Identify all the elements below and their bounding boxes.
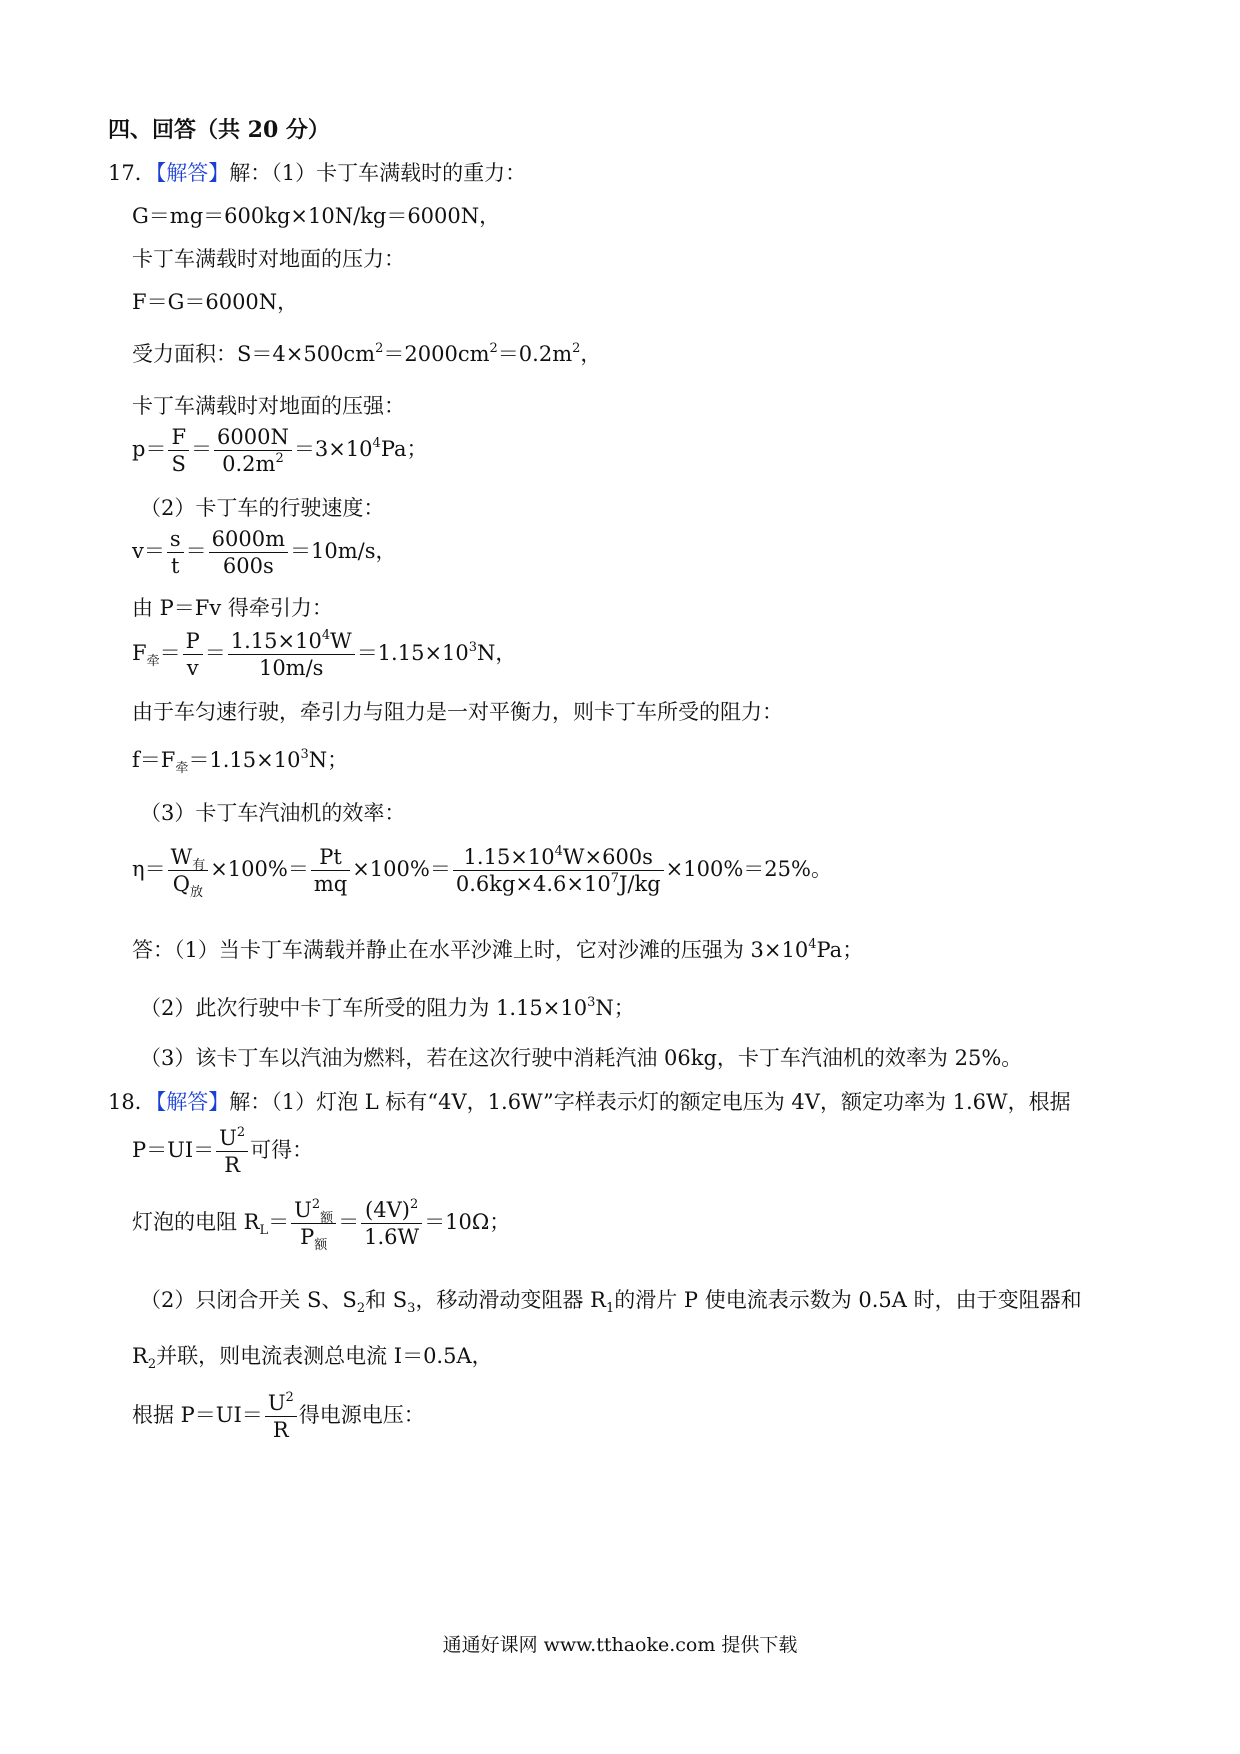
fraction <box>168 424 189 477</box>
q18-power-formula <box>132 1125 313 1185</box>
formula-text: v＝ <box>132 539 165 563</box>
fraction <box>291 1197 336 1253</box>
numerator: $U^2$ <box>265 1390 297 1417</box>
formula-text: ＝1.15×10 <box>356 641 469 665</box>
q17-friction <box>132 745 348 775</box>
q17-intro: 解：（1）卡丁车满载时的重力： <box>229 161 527 185</box>
denominator: R <box>272 1418 289 1442</box>
superscript: 3 <box>468 640 478 655</box>
formula-text: N； <box>308 748 349 772</box>
formula-text: ＝ <box>338 1210 360 1234</box>
denominator: S <box>171 452 186 476</box>
numerator: P <box>183 628 203 655</box>
denominator: mq <box>313 872 348 896</box>
formula-text: ×100%＝25%。 <box>665 857 832 881</box>
numerator: $U^2$ <box>216 1125 248 1152</box>
subscript: 2 <box>356 1301 366 1316</box>
formula-text: p＝ <box>132 437 167 461</box>
q17-number: 17． <box>108 161 156 185</box>
fraction <box>168 844 209 900</box>
numerator: $1.15\times 10^4W\times 600s$ <box>453 844 664 871</box>
denominator: R <box>224 1153 241 1177</box>
subscript: 1 <box>605 1301 615 1316</box>
q18-part2-line1: （2）只闭合开关 S、$S_2$和 $S_3$，移动滑动变阻器 $R_1$的滑片 P 使电流表示数为 0.5A 时，由于变阻器和 <box>140 1288 1082 1316</box>
formula-text: ＝ <box>159 641 181 665</box>
q17-area <box>132 339 601 369</box>
numerator: 6000N <box>214 424 292 451</box>
q17-answer-1: 答：（1）当卡丁车满载并静止在水平沙滩上时，它对沙滩的压强为 $3\times 10^4Pa$； <box>132 937 864 962</box>
formula-text: ×100%＝ <box>352 857 451 881</box>
formula-text: 根据 P＝UI＝ <box>132 1403 263 1427</box>
fraction <box>311 844 350 897</box>
numerator: $1.15\times 10^4W$ <box>228 628 355 655</box>
denominator: 1.6W <box>364 1225 420 1249</box>
area-part-d: ， <box>580 342 602 366</box>
denominator: $Q_放$ <box>172 872 204 900</box>
denominator: t <box>171 554 180 578</box>
q17-answer-3: （3）该卡丁车以汽油为燃料，若在这次行驶中消耗汽油 06kg，卡丁车汽油机的效率为 25%。 <box>140 1046 1023 1070</box>
formula-text: ＝ <box>268 1210 290 1234</box>
superscript: 2 <box>375 341 384 356</box>
q17-speed-formula <box>132 526 397 586</box>
q18-part2-line2: $R_2$并联，则电流表测总电流 I＝0.5A， <box>132 1344 493 1372</box>
denominator: $P_额$ <box>300 1225 328 1253</box>
formula-text: 可得： <box>250 1138 314 1162</box>
page-footer: 通通好课网 www.tthaoke.com 提供下载 <box>442 1634 798 1656</box>
numerator: s <box>167 526 184 553</box>
fraction <box>167 526 184 579</box>
subscript: 牵 <box>146 654 160 669</box>
formula-text: ＝ <box>185 539 207 563</box>
superscript: 3 <box>300 747 309 762</box>
formula-text: F <box>132 641 147 665</box>
fraction <box>214 424 292 477</box>
superscript: 3 <box>587 995 596 1010</box>
formula-text: N， <box>477 641 517 665</box>
denominator: $0.2m^2$ <box>222 451 284 476</box>
numerator: $U^2_额$ <box>291 1197 336 1224</box>
formula-text: ＝1.15×10 <box>188 748 301 772</box>
q18-voltage-formula <box>132 1390 425 1452</box>
q17-efficiency-formula <box>132 844 832 904</box>
subscript: 2 <box>147 1357 157 1372</box>
superscript: 4 <box>808 937 817 952</box>
q17-balance: 由于车匀速行驶，牵引力与阻力是一对平衡力，则卡丁车所受的阻力： <box>132 700 783 724</box>
q17-gravity: G＝mg＝600kg×10N/kg＝6000N， <box>132 204 501 228</box>
numerator: $(4V)^2$ <box>361 1197 422 1224</box>
fraction <box>453 844 664 897</box>
q17-force: F＝G＝6000N， <box>132 290 299 314</box>
area-part-a: 受力面积：S＝4×500cm <box>132 342 376 366</box>
fraction <box>265 1390 297 1443</box>
formula-text: ＝10m/s， <box>290 539 397 563</box>
superscript: 4 <box>372 436 381 451</box>
fraction <box>216 1125 248 1178</box>
formula-text: ＝ <box>204 641 226 665</box>
denominator: 10m/s <box>258 656 324 680</box>
formula-text: η＝ <box>132 857 166 881</box>
q17-speed-label: （2）卡丁车的行驶速度： <box>140 496 385 520</box>
section-title: 四、回答（共 20 分） <box>108 117 330 143</box>
q17-efficiency-label: （3）卡丁车汽油机的效率： <box>140 801 406 825</box>
q18-intro-line <box>108 1087 1071 1117</box>
formula-text: ＝ <box>191 437 213 461</box>
q18-answer-tag: 【解答】 <box>155 1090 230 1114</box>
formula-text: ＝3×10 <box>293 437 373 461</box>
q17-press-label: 卡丁车满载时对地面的压力： <box>132 247 405 271</box>
q17-intro-line <box>108 158 526 188</box>
q17-pressure-label: 卡丁车满载时对地面的压强： <box>132 394 405 418</box>
subscript: L <box>259 1223 269 1238</box>
area-part-b: ＝2000cm <box>383 342 490 366</box>
q18-intro: 解：（1）灯泡 L 标有“4V，1.6W”字样表示灯的额定电压为 4V，额定功率为 1.6W，根据 <box>229 1090 1071 1114</box>
q18-resistance-formula <box>132 1197 510 1259</box>
formula-text: Pa； <box>380 437 428 461</box>
fraction <box>228 628 355 681</box>
fraction <box>183 628 203 681</box>
fraction <box>361 1197 422 1250</box>
denominator: 600s <box>222 554 274 578</box>
denominator: v <box>186 656 199 680</box>
formula-text: 得电源电压： <box>298 1403 425 1427</box>
numerator: Pt <box>311 844 350 871</box>
denominator: $0.6kg\times 4.6\times 10^7J/kg$ <box>455 871 661 896</box>
area-part-c: ＝0.2m <box>497 342 573 366</box>
numerator: $W_有$ <box>168 844 209 871</box>
numerator: F <box>168 424 189 451</box>
superscript: 2 <box>572 341 581 356</box>
q18-number: 18． <box>108 1090 156 1114</box>
formula-text: ＝10Ω； <box>424 1210 511 1234</box>
formula-text: ×100%＝ <box>210 857 309 881</box>
formula-text: f＝F <box>132 748 176 772</box>
formula-text: 灯泡的电阻 R <box>132 1210 260 1234</box>
numerator: 6000m <box>209 526 288 553</box>
q17-traction-label: 由 P＝Fv 得牵引力： <box>132 596 333 620</box>
subscript: 3 <box>407 1301 416 1316</box>
superscript: 2 <box>489 341 498 356</box>
q17-traction-formula <box>132 628 516 688</box>
formula-text: P＝UI＝ <box>132 1138 215 1162</box>
q17-pressure-formula <box>132 424 428 484</box>
q17-answer-2: （2）此次行驶中卡丁车所受的阻力为 $1.15\times 10^3N$； <box>140 995 635 1020</box>
subscript: 牵 <box>175 761 189 776</box>
fraction <box>209 526 288 579</box>
q17-answer-tag: 【解答】 <box>155 161 230 185</box>
